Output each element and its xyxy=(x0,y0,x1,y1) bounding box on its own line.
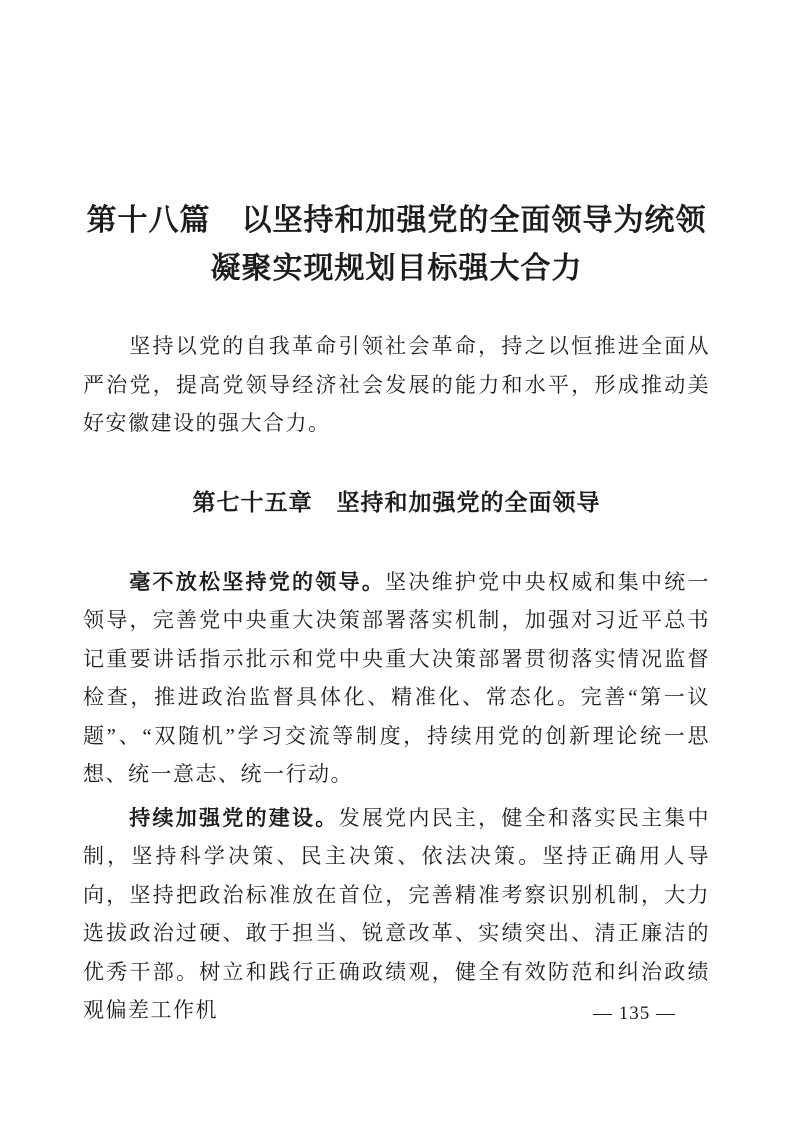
paragraph-lead-phrase: 持续加强党的建设。 xyxy=(129,805,339,830)
paragraph-party-building xyxy=(83,799,710,1030)
paragraph-body-text: 坚决维护党中央权威和集中统一领导，完善党中央重大决策部署落实机制，加强对习近平总书记重要讲话指示批示和党中央重大决策部署贯彻落实情况监督检查，推进政治监督具体化、精准化、常态化。完善“第一议题”、“双随机”学习交流等制度，持续用党的创新理论统一思想、统一意志、统一行动。 xyxy=(83,569,711,786)
paragraph-lead-phrase: 毫不放松坚持党的领导。 xyxy=(129,569,386,594)
paragraph-body-text: 发展党内民主，健全和落实民主集中制，坚持科学决策、民主决策、依法决策。坚持正确用人导向，坚持把政治标准放在首位，完善精准考察识别机制，大力选拔政治过硬、敢于担当、锐意改革、实绩突出、清正廉洁的优秀干部。树立和践行正确政绩观，健全有效防范和纠治政绩观偏差工作机 xyxy=(83,805,711,1022)
part-title-line-2: 凝聚实现规划目标强大合力 xyxy=(210,252,583,285)
page-number: — 135 — xyxy=(593,1003,676,1024)
intro-paragraph: 坚持以党的自我革命引领社会革命，持之以恒推进全面从严治党，提高党领导经济社会发展的能力和水平，形成推动美好安徽建设的强大合力。 xyxy=(83,334,710,435)
part-title xyxy=(83,197,710,293)
paragraph-party-leadership xyxy=(83,563,710,794)
part-title-line-1: 第十八篇 以坚持和加强党的全面领导为统领 xyxy=(86,204,707,237)
chapter-heading: 第七十五章 坚持和加强党的全面领导 xyxy=(192,488,601,515)
